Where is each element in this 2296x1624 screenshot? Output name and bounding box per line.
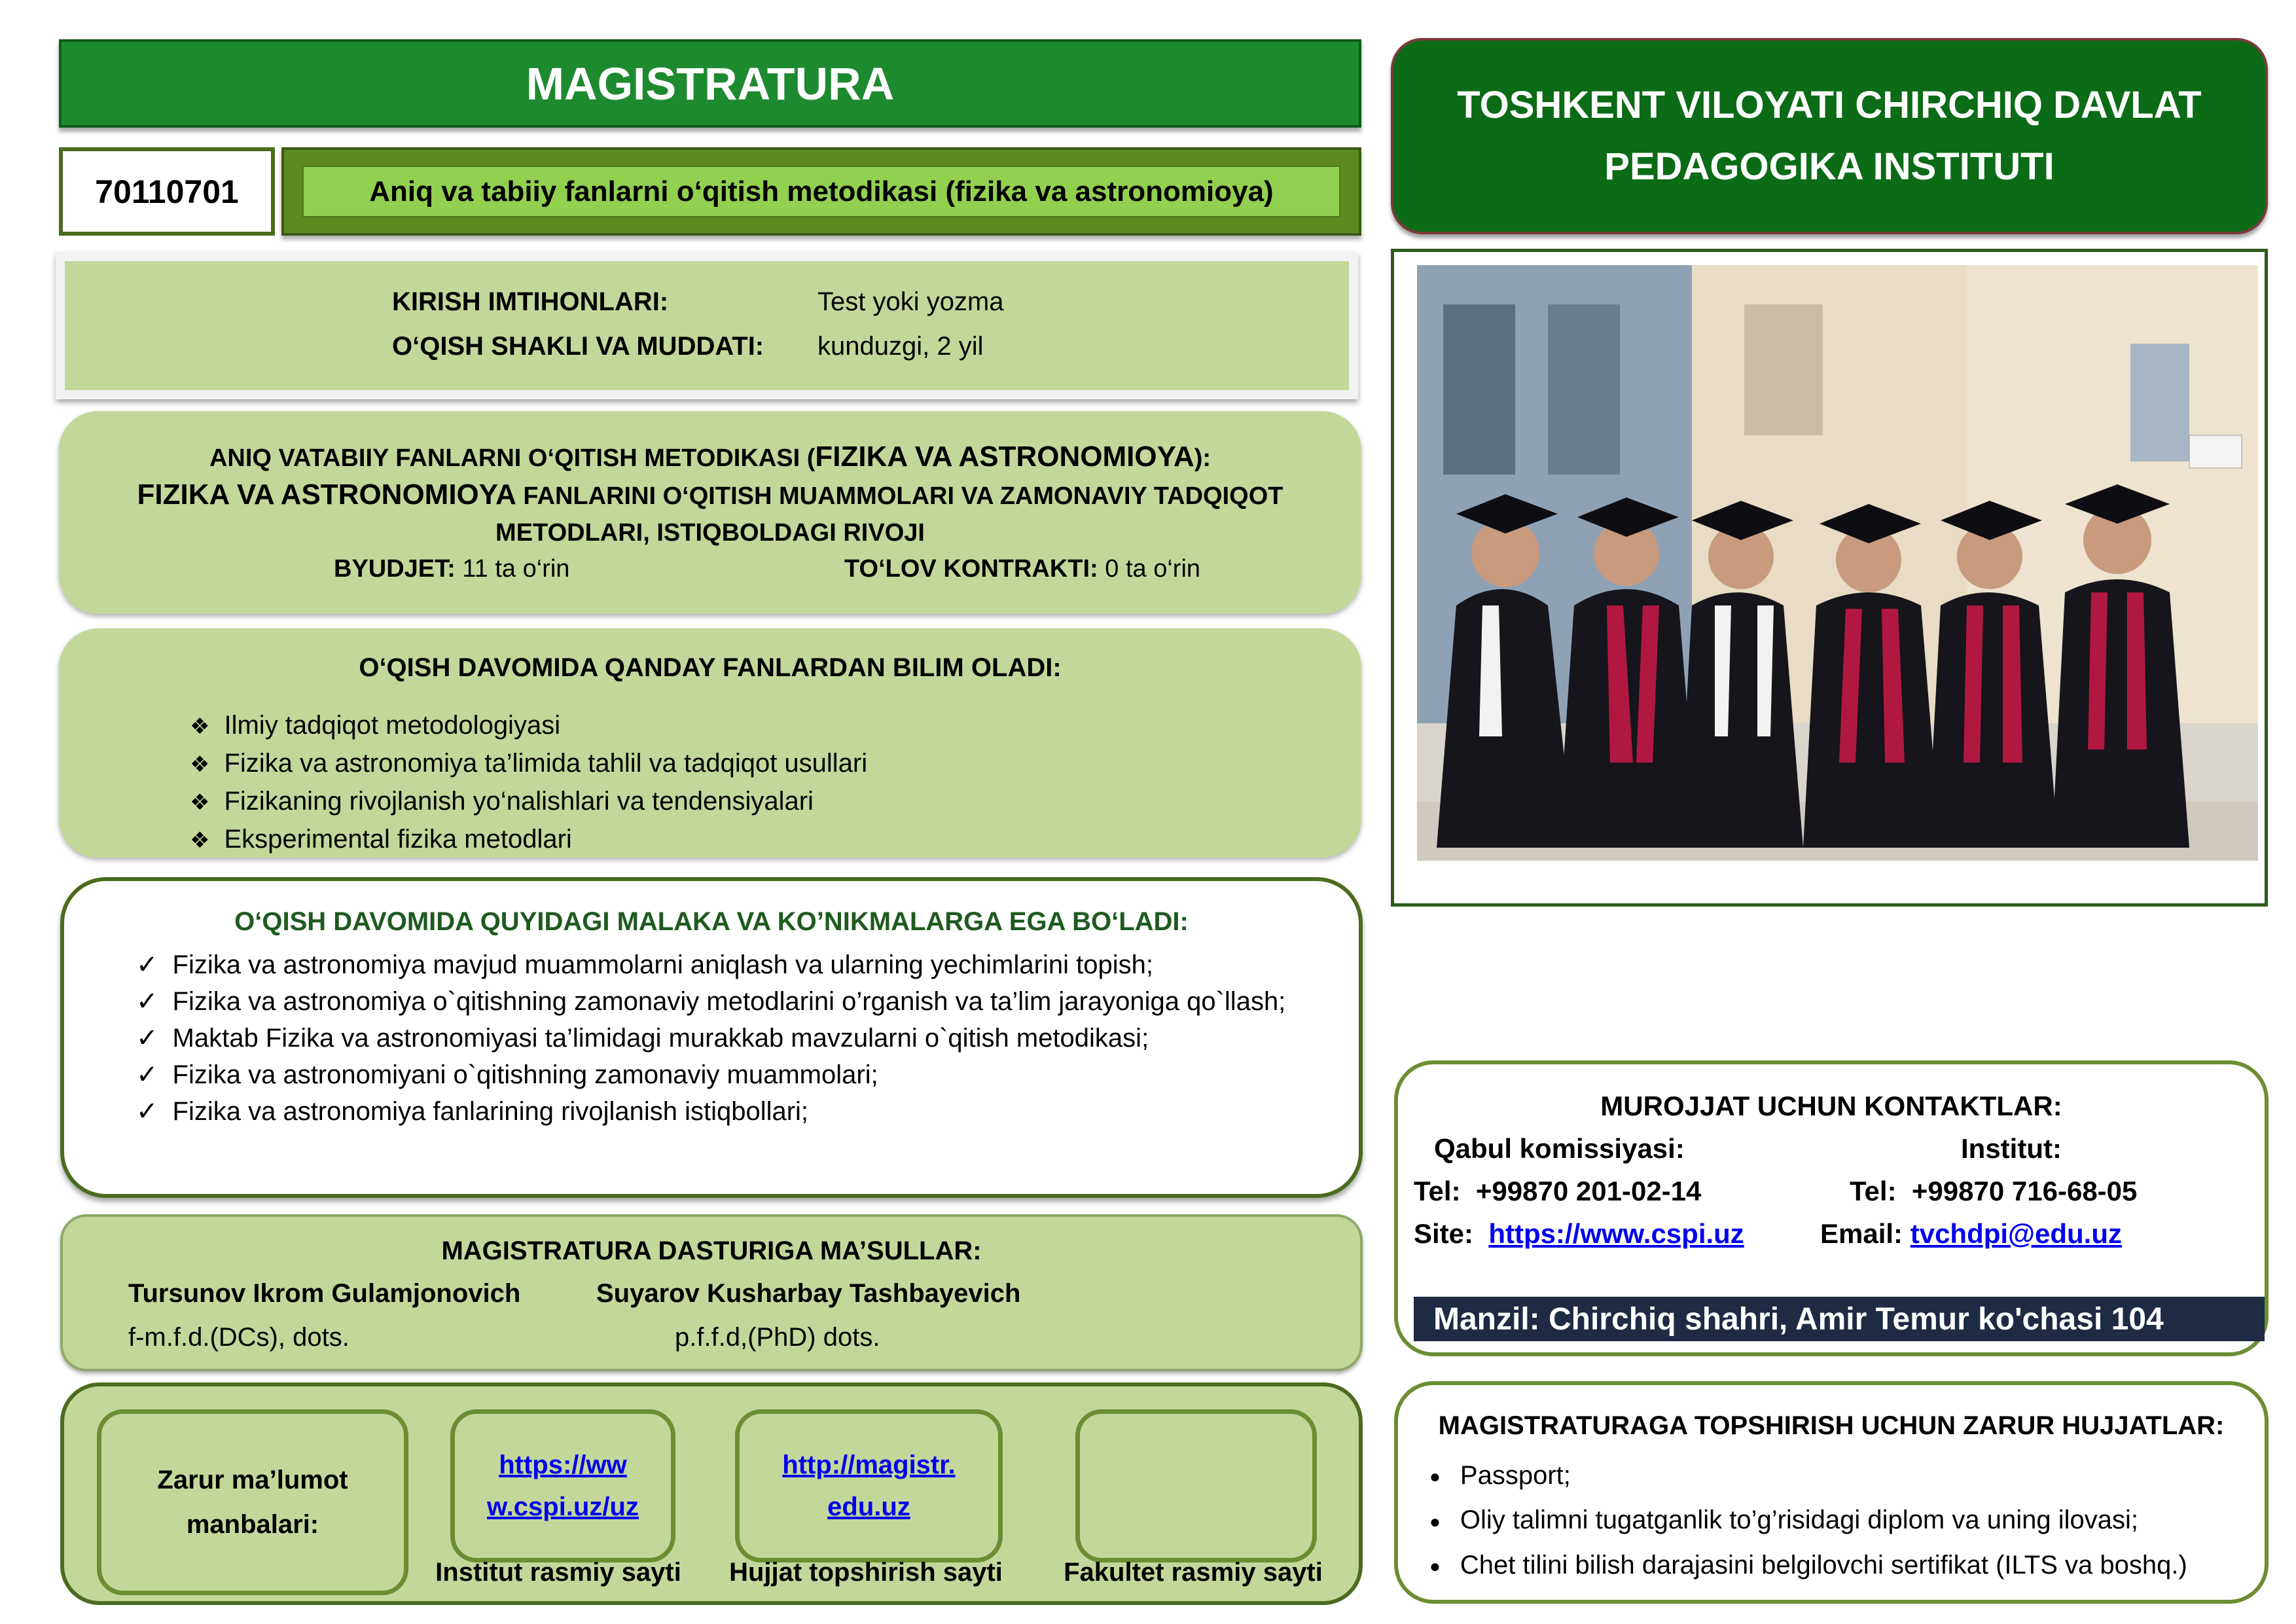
address-bar: Manzil: Chirchiq shahri, Amir Temur ko'chasi 104 bbox=[1414, 1297, 2265, 1341]
study-form-value: kunduzgi, 2 yil bbox=[817, 332, 984, 361]
program-name: Aniq va tabiiy fanlarni o‘qitish metodikasi (fizika va astronomioya) bbox=[302, 166, 1340, 217]
exam-info-box bbox=[56, 252, 1358, 399]
institute-title: TOSHKENT VILOYATI CHIRCHIQ DAVLAT PEDAGOGIKA INSTITUTI bbox=[1391, 38, 2268, 234]
subjects-box bbox=[59, 628, 1361, 857]
budget-info: BYUDJET: 11 ta o‘rin bbox=[334, 555, 570, 583]
skills-title: O‘QISH DAVOMIDA QUYIDAGI MALAKA VA KO’NIKMALARGA EGA BO‘LADI: bbox=[234, 907, 1189, 936]
institute-phone: Tel: +99870 716-68-05 bbox=[1850, 1176, 2138, 1206]
study-form-row bbox=[392, 332, 983, 361]
site-link[interactable]: https://www.cspi.uz bbox=[1488, 1218, 1744, 1249]
specialty-line2: FIZIKA VA ASTRONOMIOYA FANLARINI O‘QITISH MUAMMOLARI VA ZAMONAVIY TADQIQOT METODLARI, ISTIQBOLDAGI RIVOJI bbox=[137, 478, 1283, 547]
institute-site-caption: Institut rasmiy sayti bbox=[435, 1558, 681, 1587]
list-item: ✓ Fizika va astronomiya mavjud muammolarni aniqlash va ularning yechimlarini topish; bbox=[136, 947, 1314, 983]
institute-site-link[interactable]: https://ww w.cspi.uz/uz bbox=[487, 1451, 639, 1521]
documents-site-caption: Hujjat topshirish sayti bbox=[729, 1558, 1003, 1587]
graduates-photo bbox=[1417, 265, 2258, 861]
list-item: ● Chet tilini bilish darajasini belgilovchi sertifikat (ILTS va boshq.) bbox=[1429, 1543, 2187, 1588]
subjects-title: O‘QISH DAVOMIDA QANDAY FANLARDAN BILIM OLADI: bbox=[359, 653, 1062, 682]
person2-name: Suyarov Kusharbay Tashbayevich bbox=[596, 1279, 1021, 1308]
responsible-box bbox=[60, 1214, 1363, 1371]
person2-degree: p.f.f.d,(PhD) dots. bbox=[675, 1323, 880, 1352]
contacts-box bbox=[1394, 1060, 2269, 1356]
specialty-box bbox=[59, 411, 1361, 614]
list-item: ✓ Fizika va astronomiyani o`qitishning zamonaviy muammolari; bbox=[136, 1056, 1314, 1093]
list-item: ❖ Eksperimental fizika metodlari bbox=[190, 821, 867, 859]
list-item: ✓ Fizika va astronomiya o`qitishning zamonaviy metodlarini o’rganish va ta’lim jarayoniga qo`llash; bbox=[136, 983, 1314, 1020]
responsible-title: MAGISTRATURA DASTURIGA MA’SULLAR: bbox=[441, 1236, 982, 1265]
email-row: Email: tvchdpi@edu.uz bbox=[1820, 1218, 2123, 1249]
subjects-list bbox=[190, 707, 867, 859]
list-item: ✓ Maktab Fizika va astronomiyasi ta’limidagi murakkab mavzularni o`qitish metodikasi; bbox=[136, 1020, 1314, 1056]
program-banner bbox=[281, 147, 1361, 236]
site-row: Site: https://www.cspi.uz bbox=[1414, 1218, 1744, 1249]
list-item: ❖ Ilmiy tadqiqot metodologiyasi bbox=[190, 707, 867, 745]
list-item: ❖ Fizika va astronomiya ta’limida tahlil va tadqiqot usullari bbox=[190, 745, 867, 783]
institute-label: Institut: bbox=[1961, 1133, 2062, 1164]
list-item: ❖ Fizikaning rivojlanish yo‘nalishlari va tendensiyalari bbox=[190, 783, 867, 821]
sources-box bbox=[60, 1382, 1363, 1605]
documents-site-link[interactable]: http://magistr. edu.uz bbox=[782, 1451, 956, 1521]
sources-label: Zarur ma’lumot manbalari: bbox=[97, 1409, 408, 1595]
entrance-value: Test yoki yozma bbox=[817, 287, 1004, 316]
person1-degree: f-m.f.d.(DCs), dots. bbox=[128, 1323, 350, 1352]
list-item: ✓ Fizika va astronomiya fanlarining rivojlanish istiqbollari; bbox=[136, 1093, 1314, 1130]
contract-info: TO‘LOV KONTRAKTI: 0 ta o‘rin bbox=[844, 555, 1201, 583]
list-item: ● Oliy talimni tugatganlik to’g’risidagi diplom va uning ilovasi; bbox=[1429, 1498, 2187, 1543]
admission-phone: Tel: +99870 201-02-14 bbox=[1414, 1176, 1702, 1206]
skills-list bbox=[136, 947, 1314, 1130]
study-form-label: O‘QISH SHAKLI VA MUDDATI: bbox=[392, 332, 764, 361]
admission-label: Qabul komissiyasi: bbox=[1434, 1133, 1685, 1164]
skills-box bbox=[60, 877, 1363, 1198]
email-link[interactable]: tvchdpi@edu.uz bbox=[1910, 1218, 2123, 1249]
specialty-line1: ANIQ VATABIIY FANLARNI O‘QITISH METODIKASI (FIZIKA VA ASTRONOMIOYA): bbox=[209, 441, 1211, 473]
documents-list bbox=[1429, 1454, 2187, 1588]
documents-box bbox=[1394, 1381, 2269, 1604]
contacts-title: MUROJJAT UCHUN KONTAKTLAR: bbox=[1600, 1091, 2062, 1121]
faculty-site-caption: Fakultet rasmiy sayti bbox=[1064, 1558, 1323, 1587]
list-item: ● Passport; bbox=[1429, 1454, 2187, 1498]
entrance-label: KIRISH IMTIHONLARI: bbox=[392, 287, 669, 316]
person1-name: Tursunov Ikrom Gulamjonovich bbox=[128, 1279, 521, 1308]
program-code: 70110701 bbox=[59, 147, 275, 236]
documents-title: MAGISTRATURAGA TOPSHIRISH UCHUN ZARUR HUJJATLAR: bbox=[1438, 1411, 2225, 1440]
link-box-faculty[interactable] bbox=[1075, 1409, 1317, 1562]
photo-frame bbox=[1391, 249, 2268, 907]
page-title: MAGISTRATURA bbox=[59, 39, 1361, 128]
link-box-documents bbox=[735, 1409, 1003, 1562]
entrance-row bbox=[392, 287, 1004, 317]
link-box-institute bbox=[450, 1409, 675, 1562]
